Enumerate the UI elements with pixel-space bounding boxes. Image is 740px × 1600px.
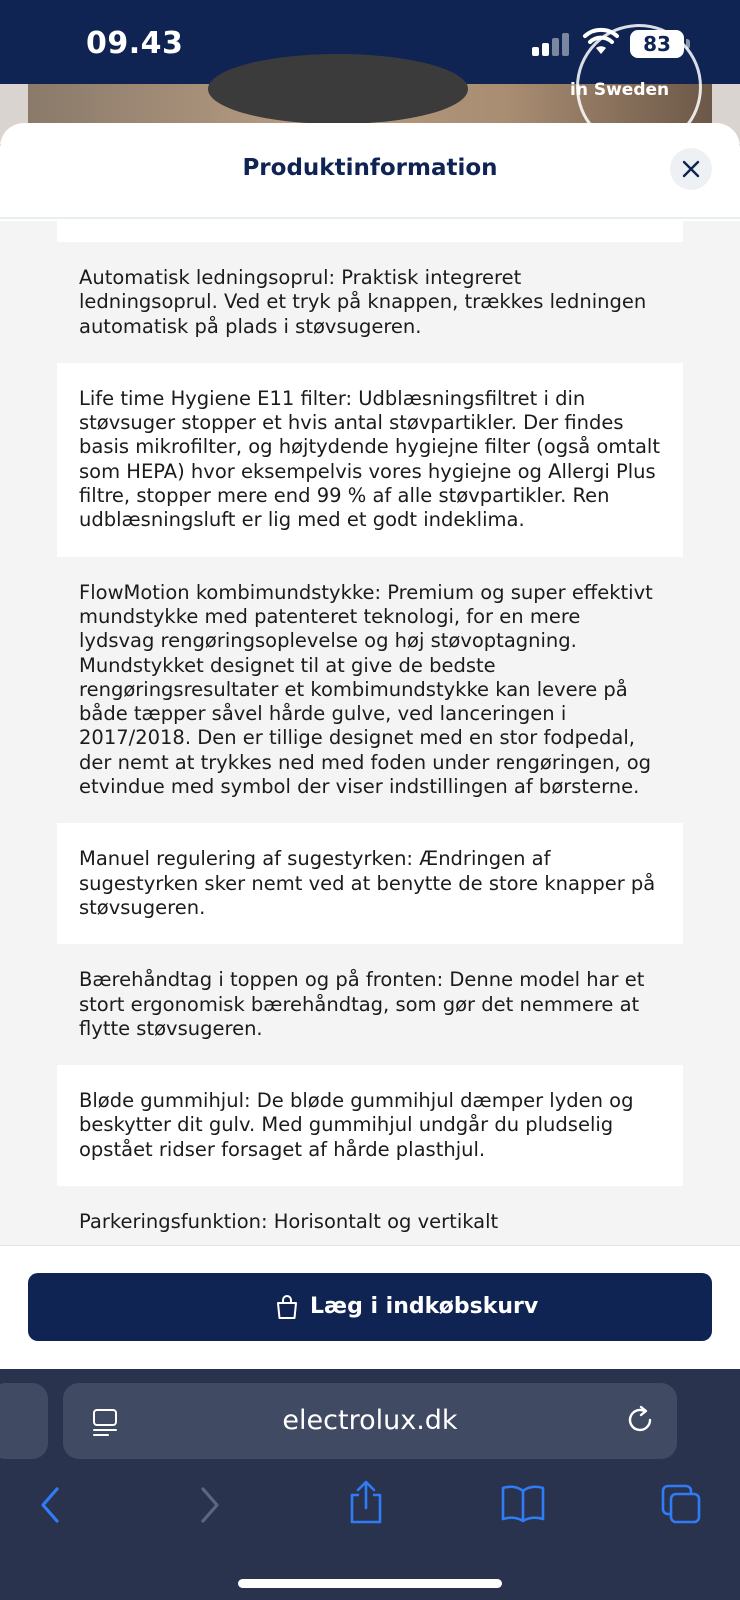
- tabs-icon[interactable]: [660, 1483, 702, 1525]
- cellular-signal-icon: [532, 32, 572, 56]
- home-indicator[interactable]: [238, 1579, 502, 1588]
- vacuum-image: [208, 54, 468, 124]
- list-item-text: Parkeringsfunktion: Horisontalt og vertikalt: [79, 1210, 499, 1234]
- list-item-text: FlowMotion kombimundstykke: Premium og super effektivt mundstykke med patenteret teknologi, for en mere lydsvag rengøringsoplevelse og høj støvoptagning. Mundstykket designet til at give de bedste rengøringsresultater et kombimundstykke kan levere på både tæpper såvel hårde gulve, ved lanceringen i 2017/2018. Den er tillige designet med en stor fodpedal, der nemt at trykkes ned med foden under rengøringen, og etvindue med symbol der viser indstillingen af børsterne.: [79, 580, 653, 799]
- list-item: [57, 944, 683, 1065]
- battery-indicator: 83: [630, 30, 684, 58]
- list-item-text: Bløde gummihjul: De bløde gummihjul dæmper lyden og beskytter dit gulv. Med gummihjul undgår du pludselig opstået ridser forsaget af hårde plasthjul.: [79, 1089, 634, 1161]
- list-item: [57, 219, 683, 242]
- previous-tab[interactable]: [0, 1383, 48, 1459]
- list-item: [57, 363, 683, 557]
- close-icon: [681, 159, 701, 179]
- shopping-bag-icon: [276, 1294, 298, 1320]
- add-to-cart-label: Læg i indkøbskurv: [310, 1294, 539, 1319]
- list-item: [57, 557, 683, 824]
- sheet-header: [0, 123, 740, 219]
- browser-toolbar: [0, 1369, 740, 1600]
- product-info-sheet: [0, 123, 740, 1369]
- forward-icon[interactable]: [196, 1485, 224, 1525]
- list-item-text: Bærehåndtag i toppen og på fronten: Denne model har et stort ergonomisk bærehåndtag, som gør det nemmere at flytte støvsugeren.: [79, 968, 645, 1040]
- sheet-title: Produktinformation: [242, 155, 498, 181]
- reload-icon[interactable]: [625, 1405, 655, 1435]
- list-item: [57, 1065, 683, 1186]
- close-button[interactable]: [670, 148, 712, 190]
- address-bar[interactable]: [63, 1383, 677, 1459]
- list-item-text: Manuel regulering af sugestyrken: Ændringen af sugestyrken sker nemt ved at benytte de store knapper på støvsugeren.: [79, 847, 656, 919]
- back-icon[interactable]: [36, 1485, 64, 1525]
- bookmarks-icon[interactable]: [500, 1483, 546, 1523]
- product-info-list[interactable]: [0, 221, 740, 1245]
- share-icon[interactable]: [346, 1479, 386, 1525]
- list-item-text: Life time Hygiene E11 filter: Udblæsningsfiltret i din støvsuger stopper et hvis antal støvpartikler. Der findes basis mikrofilter, og højtydende hygiejne filter (også omtalt som HEPA) hvor eksempelvis vores hygiejne og Allergi Plus filtre, stopper mere end 99 % af alle støvpartikler. Ren udblæsningsluft er lig med et godt indeklima.: [79, 386, 660, 532]
- add-to-cart-button[interactable]: [28, 1273, 712, 1341]
- list-item: [57, 823, 683, 944]
- url-text: electrolux.dk: [282, 1405, 458, 1436]
- cart-area: [0, 1245, 740, 1369]
- list-item: [57, 242, 683, 363]
- status-time: 09.43: [86, 26, 184, 61]
- badge-text: in Sweden: [570, 80, 670, 100]
- list-item-text: Automatisk ledningsoprul: Praktisk integreret ledningsoprul. Ved et tryk på knappen, trækkes ledningen automatisk på plads i støvsugeren.: [79, 266, 647, 338]
